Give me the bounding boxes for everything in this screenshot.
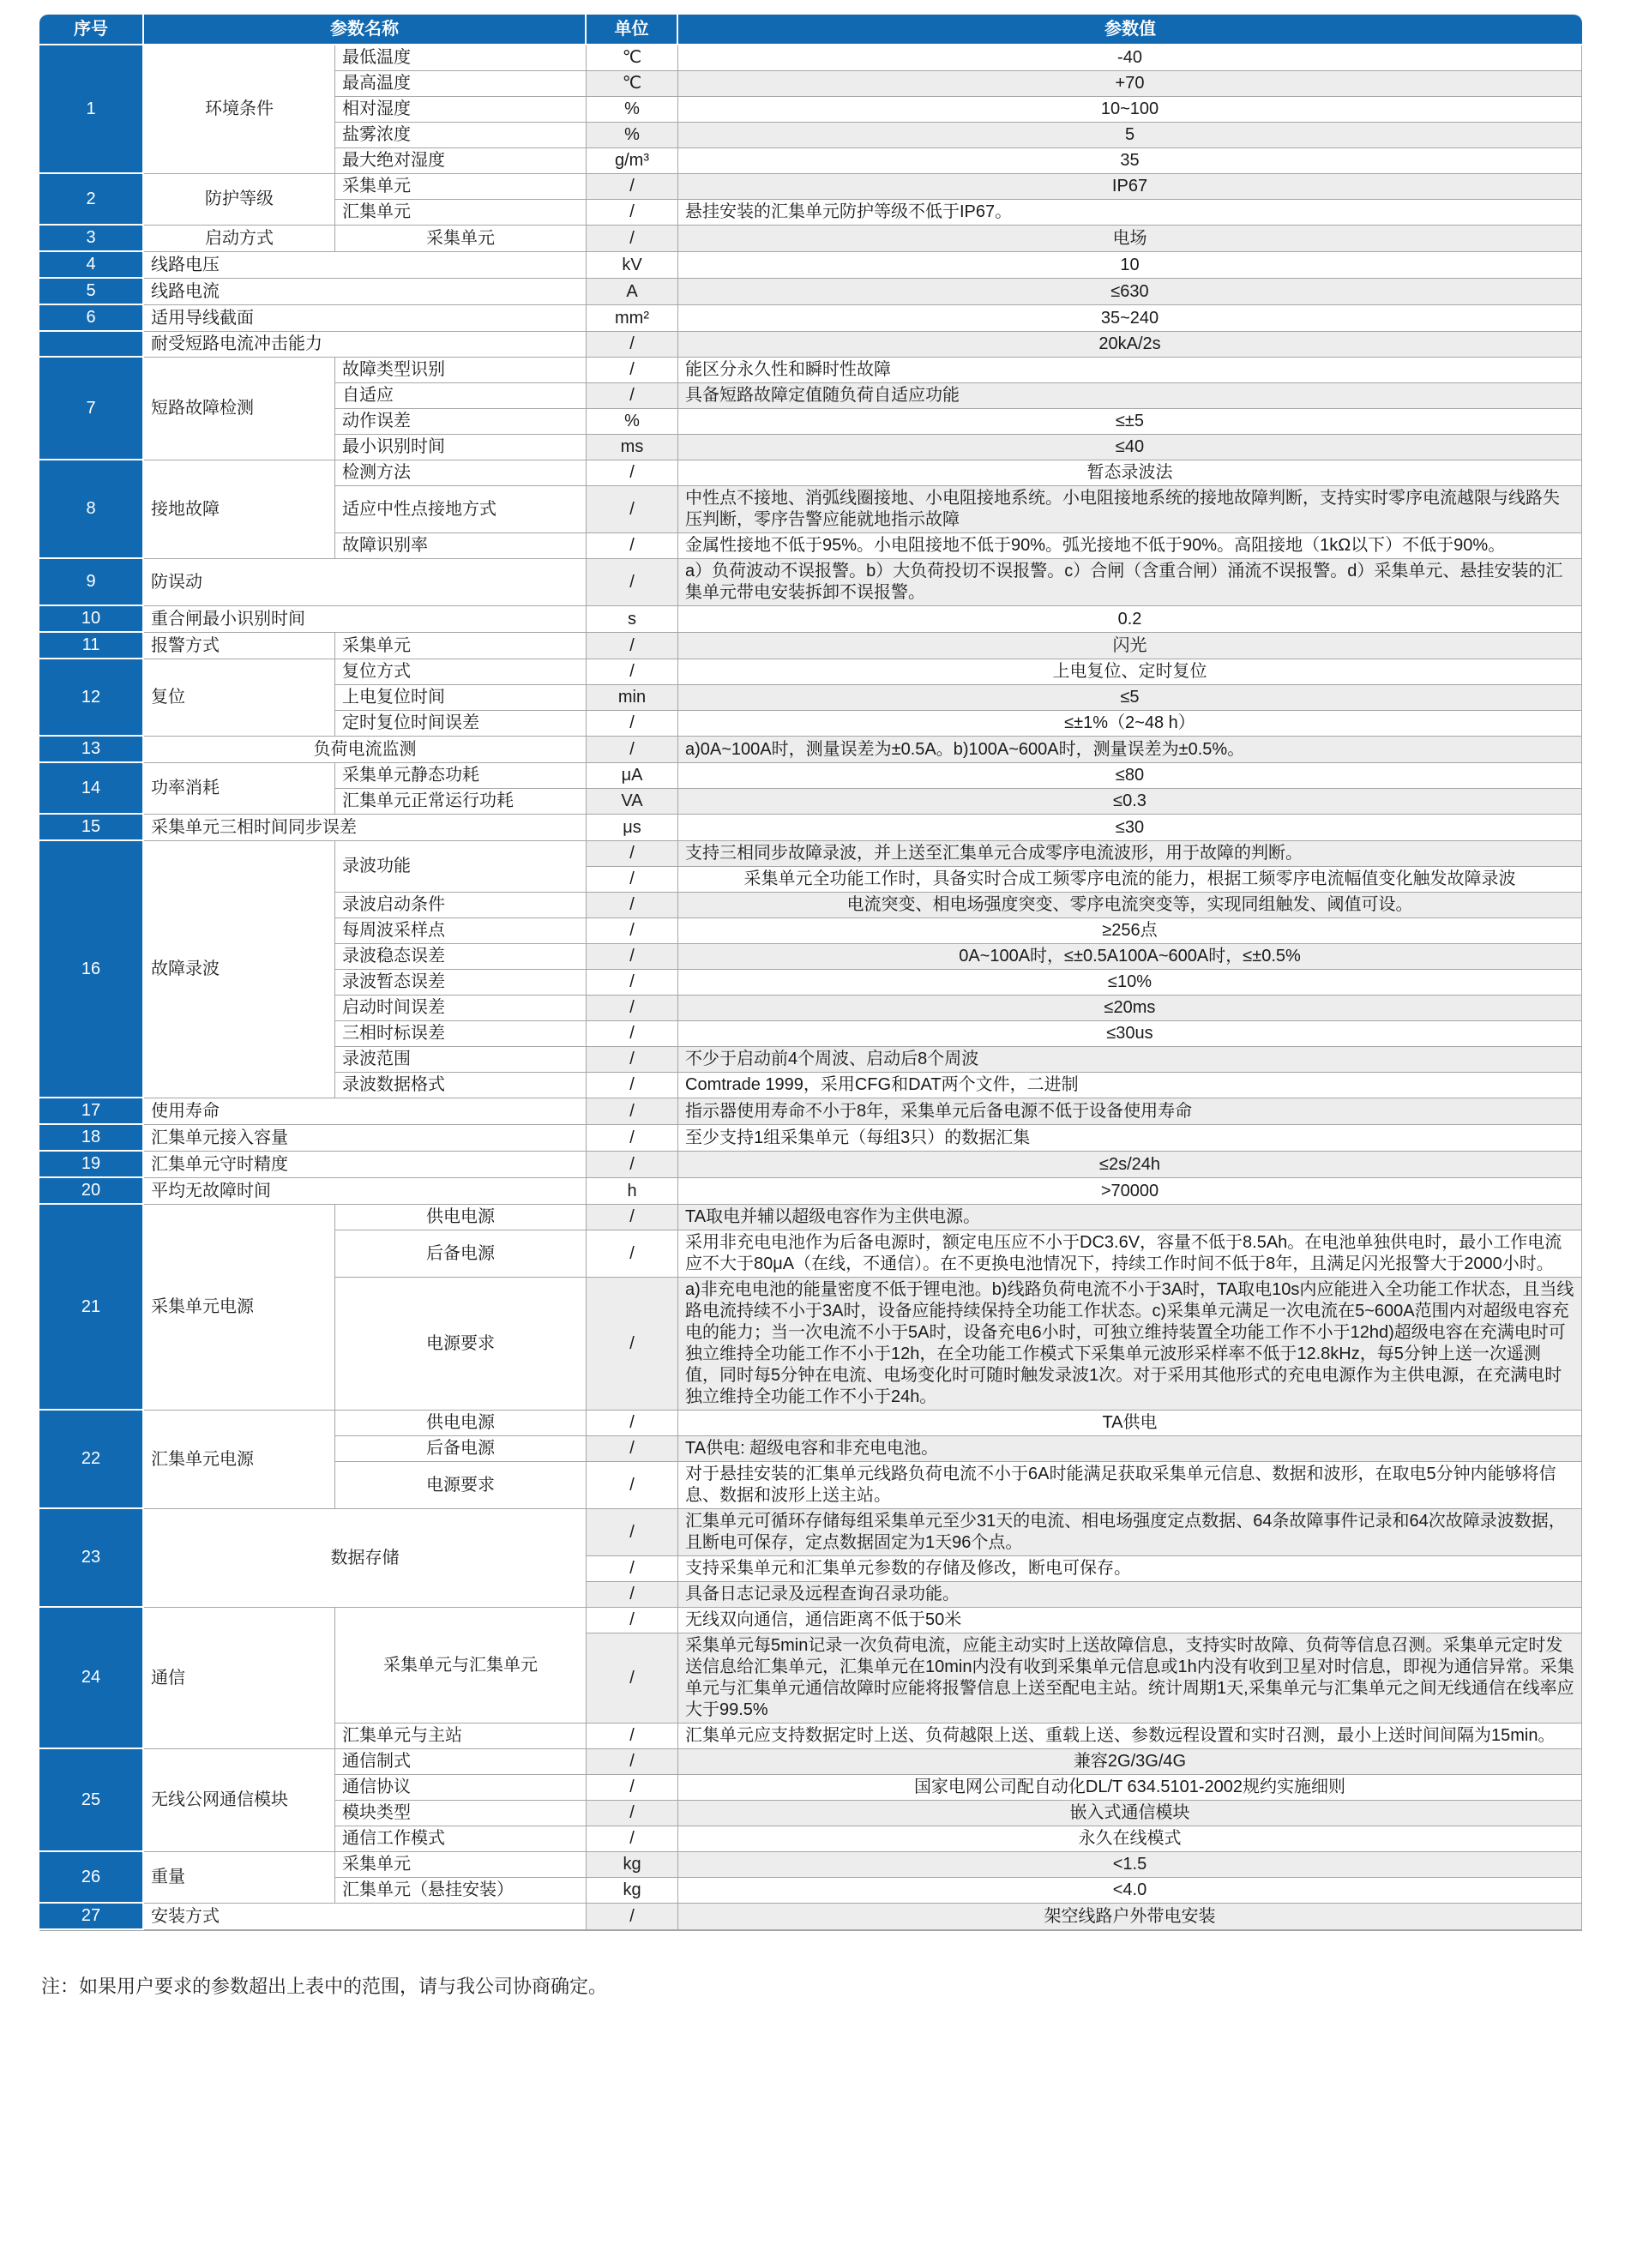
- unit-cell: /: [587, 200, 678, 226]
- table-row: [39, 1852, 1582, 1878]
- param-sub-cell: 后备电源: [335, 1436, 587, 1462]
- value-cell: 中性点不接地、消弧线圈接地、小电阻接地系统。小电阻接地系统的接地故障判断，支持实时零序电流越限与线路失压判断，零序告警应能就地指示故障: [678, 486, 1582, 533]
- param-sub-cell: 动作误差: [335, 409, 587, 435]
- unit-cell: /: [587, 1724, 678, 1749]
- value-cell: ≤40: [678, 435, 1582, 460]
- unit-cell: /: [587, 711, 678, 737]
- header-param-name: 参数名称: [144, 15, 587, 45]
- row-serial-cell: 26: [39, 1852, 144, 1904]
- value-cell: 35~240: [678, 305, 1582, 332]
- value-cell: <4.0: [678, 1878, 1582, 1904]
- value-cell: a)0A~100A时，测量误差为±0.5A。b)100A~600A时，测量误差为±0.5%。: [678, 737, 1582, 763]
- unit-cell: VA: [587, 789, 678, 815]
- row-serial-cell: 18: [39, 1125, 144, 1152]
- table-row: [39, 1509, 1582, 1556]
- value-cell: 嵌入式通信模块: [678, 1801, 1582, 1826]
- param-sub-cell: 最低温度: [335, 45, 587, 71]
- value-cell: 至少支持1组采集单元（每组3只）的数据汇集: [678, 1125, 1582, 1152]
- value-cell: 具备日志记录及远程查询召录功能。: [678, 1582, 1582, 1608]
- value-cell: 国家电网公司配自动化DL/T 634.5101-2002规约实施细则: [678, 1775, 1582, 1801]
- value-cell: 兼容2G/3G/4G: [678, 1749, 1582, 1775]
- row-serial-cell: 22: [39, 1411, 144, 1509]
- table-row: [39, 815, 1582, 841]
- row-serial-cell: 15: [39, 815, 144, 841]
- value-cell: 支持三相同步故障录波，并上送至汇集单元合成零序电流波形，用于故障的判断。: [678, 841, 1582, 867]
- param-sub-cell: 每周波采样点: [335, 918, 587, 944]
- value-cell: 采集单元每5min记录一次负荷电流，应能主动实时上送故障信息，支持实时故障、负荷等信息召测。采集单元定时发送信息给汇集单元，汇集单元在10min内没有收到采集单元信息或1h内没有收到卫星对时信息，即视为通信异常。采集单元与汇集单元通信故障时应能将报警信息上送至配电主站。统计周期1天,采集单元与汇集单元之间无线通信在线率应大于99.5%: [678, 1633, 1582, 1724]
- unit-cell: /: [587, 358, 678, 383]
- unit-cell: /: [587, 1047, 678, 1073]
- param-sub-cell: 录波功能: [335, 841, 587, 893]
- table-row: [39, 45, 1582, 71]
- param-sub-cell: 汇集单元与主站: [335, 1724, 587, 1749]
- param-group-cell: 故障录波: [144, 841, 335, 1098]
- param-sub-cell: 故障识别率: [335, 533, 587, 559]
- unit-cell: /: [587, 1608, 678, 1633]
- row-serial-cell: 6: [39, 305, 144, 332]
- param-group-cell: 环境条件: [144, 45, 335, 174]
- value-cell: 0.2: [678, 606, 1582, 633]
- value-cell: ≤2s/24h: [678, 1152, 1582, 1178]
- param-sub-cell: 适应中性点接地方式: [335, 486, 587, 533]
- value-cell: ≤30us: [678, 1021, 1582, 1047]
- unit-cell: /: [587, 1633, 678, 1724]
- value-cell: ≤5: [678, 685, 1582, 711]
- row-serial-cell: 13: [39, 737, 144, 763]
- param-group-cell: 接地故障: [144, 460, 335, 559]
- unit-cell: /: [587, 1556, 678, 1582]
- table-row: [39, 841, 1582, 867]
- param-sub-cell: 最大绝对湿度: [335, 148, 587, 174]
- table-row: [39, 1178, 1582, 1205]
- param-sub-cell: 录波暂态误差: [335, 970, 587, 996]
- table-row: [39, 559, 1582, 606]
- value-cell: >70000: [678, 1178, 1582, 1205]
- value-cell: 能区分永久性和瞬时性故障: [678, 358, 1582, 383]
- value-cell: 10: [678, 252, 1582, 279]
- value-cell: 采集单元全功能工作时，具备实时合成工频零序电流的能力，根据工频零序电流幅值变化触发故障录波: [678, 867, 1582, 893]
- unit-cell: /: [587, 1098, 678, 1125]
- header-serial: 序号: [39, 15, 144, 45]
- unit-cell: ℃: [587, 45, 678, 71]
- value-cell: 闪光: [678, 633, 1582, 659]
- table-row: [39, 252, 1582, 279]
- unit-cell: /: [587, 226, 678, 252]
- param-sub-cell: 最小识别时间: [335, 435, 587, 460]
- value-cell: 汇集单元应支持数据定时上送、负荷越限上送、重载上送、参数远程设置和实时召测，最小上送时间间隔为15min。: [678, 1724, 1582, 1749]
- unit-cell: %: [587, 409, 678, 435]
- unit-cell: /: [587, 918, 678, 944]
- param-group-cell: 启动方式: [144, 226, 335, 252]
- row-serial-cell: 2: [39, 174, 144, 226]
- unit-cell: /: [587, 1411, 678, 1436]
- table-row: [39, 606, 1582, 633]
- header-unit: 单位: [587, 15, 678, 45]
- param-group-cell: 重合闸最小识别时间: [144, 606, 587, 633]
- table-row: [39, 1749, 1582, 1775]
- value-cell: 上电复位、定时复位: [678, 659, 1582, 685]
- param-sub-cell: 汇集单元正常运行功耗: [335, 789, 587, 815]
- unit-cell: μA: [587, 763, 678, 789]
- param-group-cell: 数据存储: [144, 1509, 587, 1608]
- param-sub-cell: 电源要求: [335, 1278, 587, 1411]
- unit-cell: /: [587, 1230, 678, 1278]
- param-group-cell: 线路电流: [144, 279, 587, 305]
- unit-cell: %: [587, 123, 678, 148]
- param-sub-cell: 录波数据格式: [335, 1073, 587, 1098]
- row-serial-cell: 7: [39, 358, 144, 460]
- value-cell: 35: [678, 148, 1582, 174]
- value-cell: TA供电: [678, 1411, 1582, 1436]
- table-row: [39, 1608, 1582, 1633]
- param-group-cell: 耐受短路电流冲击能力: [144, 332, 587, 358]
- param-group-cell: 安装方式: [144, 1904, 587, 1930]
- table-row: [39, 460, 1582, 486]
- table-header: [39, 15, 1582, 45]
- unit-cell: /: [587, 1749, 678, 1775]
- row-serial-cell: 24: [39, 1608, 144, 1749]
- table-row: [39, 358, 1582, 383]
- value-cell: 20kA/2s: [678, 332, 1582, 358]
- value-cell: 具备短路故障定值随负荷自适应功能: [678, 383, 1582, 409]
- param-sub-cell: 自适应: [335, 383, 587, 409]
- unit-cell: /: [587, 867, 678, 893]
- unit-cell: /: [587, 1436, 678, 1462]
- value-cell: 采用非充电电池作为后备电源时，额定电压应不小于DC3.6V，容量不低于8.5Ah。在电池单独供电时，最小工作电流应不大于80μA（在线，不通信）。在不更换电池情况下，持续工作时间不低于8年，且满足闪光报警大于2000小时。: [678, 1230, 1582, 1278]
- param-sub-cell: 后备电源: [335, 1230, 587, 1278]
- row-serial-cell: 11: [39, 633, 144, 659]
- param-sub-cell: 录波稳态误差: [335, 944, 587, 970]
- param-group-cell: 无线公网通信模块: [144, 1749, 335, 1852]
- unit-cell: /: [587, 332, 678, 358]
- unit-cell: /: [587, 460, 678, 486]
- param-sub-cell: 盐雾浓度: [335, 123, 587, 148]
- value-cell: ≤80: [678, 763, 1582, 789]
- value-cell: a）负荷波动不误报警。b）大负荷投切不误报警。c）合闸（含重合闸）涌流不误报警。d）采集单元、悬挂安装的汇集单元带电安装拆卸不误报警。: [678, 559, 1582, 606]
- value-cell: a)非充电电池的能量密度不低于锂电池。b)线路负荷电流不小于3A时，TA取电10s内应能进入全功能工作状态，且当线路电流持续不小于3A时，设备应能持续保持全功能工作状态。c)采集单元满足一次电流在5~600A范围内对超级电容充电的能力；当一次电流不小于5A时，设备充电6小时，可独立维持装置全功能工作不小于12hd)超级电容在充满电时可独立维持全功能工作不小于12h，在全功能工作模式下采集单元波形采样率不低于12.8kHz，每5分钟上送一次遥测值，同时每5分钟在电流、电场变化时可随时触发录波1次。对于采用其他形式的充电电源作为主供电源，在充满电时独立维持全功能工作不小于24h。: [678, 1278, 1582, 1411]
- value-cell: 电流突变、相电场强度突变、零序电流突变等，实现同组触发、阈值可设。: [678, 893, 1582, 918]
- value-cell: 指示器使用寿命不小于8年，采集单元后备电源不低于设备使用寿命: [678, 1098, 1582, 1125]
- param-sub-cell: 最高温度: [335, 71, 587, 97]
- unit-cell: /: [587, 1021, 678, 1047]
- unit-cell: %: [587, 97, 678, 123]
- table-row: [39, 1098, 1582, 1125]
- param-sub-cell: 复位方式: [335, 659, 587, 685]
- table-row: [39, 763, 1582, 789]
- table-row: [39, 1152, 1582, 1178]
- unit-cell: /: [587, 1205, 678, 1230]
- unit-cell: kV: [587, 252, 678, 279]
- param-group-cell: 使用寿命: [144, 1098, 587, 1125]
- param-group-cell: 重量: [144, 1852, 335, 1904]
- param-sub-cell: 相对湿度: [335, 97, 587, 123]
- unit-cell: /: [587, 1278, 678, 1411]
- row-serial-cell: 27: [39, 1904, 144, 1930]
- value-cell: ≥256点: [678, 918, 1582, 944]
- param-sub-cell: 上电复位时间: [335, 685, 587, 711]
- value-cell: 5: [678, 123, 1582, 148]
- value-cell: 10~100: [678, 97, 1582, 123]
- value-cell: IP67: [678, 174, 1582, 200]
- row-serial-cell: 17: [39, 1098, 144, 1125]
- row-serial-cell: 21: [39, 1205, 144, 1411]
- param-sub-cell: 通信工作模式: [335, 1826, 587, 1852]
- unit-cell: mm²: [587, 305, 678, 332]
- row-serial-cell: 12: [39, 659, 144, 737]
- unit-cell: ℃: [587, 71, 678, 97]
- value-cell: TA供电: 超级电容和非充电电池。: [678, 1436, 1582, 1462]
- param-group-cell: 汇集单元守时精度: [144, 1152, 587, 1178]
- param-group-cell: 适用导线截面: [144, 305, 587, 332]
- param-group-cell: 通信: [144, 1608, 335, 1749]
- param-sub-cell: 检测方法: [335, 460, 587, 486]
- unit-cell: /: [587, 659, 678, 685]
- unit-cell: /: [587, 1582, 678, 1608]
- param-group-cell: 防护等级: [144, 174, 335, 226]
- table-row: [39, 659, 1582, 685]
- param-sub-cell: 采集单元: [335, 633, 587, 659]
- param-group-cell: 防误动: [144, 559, 587, 606]
- value-cell: ≤±5: [678, 409, 1582, 435]
- param-sub-cell: 电源要求: [335, 1462, 587, 1509]
- param-sub-cell: 供电电源: [335, 1411, 587, 1436]
- value-cell: ≤630: [678, 279, 1582, 305]
- param-sub-cell: 故障类型识别: [335, 358, 587, 383]
- value-cell: ≤0.3: [678, 789, 1582, 815]
- value-cell: 0A~100A时，≤±0.5A100A~600A时，≤±0.5%: [678, 944, 1582, 970]
- unit-cell: /: [587, 1125, 678, 1152]
- value-cell: <1.5: [678, 1852, 1582, 1878]
- unit-cell: /: [587, 737, 678, 763]
- param-sub-cell: 汇集单元（悬挂安装）: [335, 1878, 587, 1904]
- value-cell: ≤10%: [678, 970, 1582, 996]
- unit-cell: /: [587, 996, 678, 1021]
- row-serial-cell: 4: [39, 252, 144, 279]
- value-cell: 对于悬挂安装的汇集单元线路负荷电流不小于6A时能满足获取采集单元信息、数据和波形，在取电5分钟内能够将信息、数据和波形上送主站。: [678, 1462, 1582, 1509]
- param-group-cell: 汇集单元接入容量: [144, 1125, 587, 1152]
- unit-cell: kg: [587, 1878, 678, 1904]
- value-cell: 无线双向通信，通信距离不低于50米: [678, 1608, 1582, 1633]
- table-row: [39, 1125, 1582, 1152]
- unit-cell: /: [587, 533, 678, 559]
- row-serial-cell: 10: [39, 606, 144, 633]
- table-row: [39, 174, 1582, 200]
- value-cell: Comtrade 1999，采用CFG和DAT两个文件，二进制: [678, 1073, 1582, 1098]
- table-row: [39, 737, 1582, 763]
- unit-cell: kg: [587, 1852, 678, 1878]
- value-cell: 悬挂安装的汇集单元防护等级不低于IP67。: [678, 200, 1582, 226]
- unit-cell: h: [587, 1178, 678, 1205]
- param-group-cell: 线路电压: [144, 252, 587, 279]
- value-cell: 支持采集单元和汇集单元参数的存储及修改，断电可保存。: [678, 1556, 1582, 1582]
- table-row: [39, 1411, 1582, 1436]
- table-body: [39, 45, 1582, 1930]
- unit-cell: /: [587, 559, 678, 606]
- unit-cell: g/m³: [587, 148, 678, 174]
- param-group-cell: 汇集单元电源: [144, 1411, 335, 1509]
- row-serial-cell: 25: [39, 1749, 144, 1852]
- unit-cell: min: [587, 685, 678, 711]
- unit-cell: /: [587, 970, 678, 996]
- row-serial-cell: 5: [39, 279, 144, 305]
- param-sub-cell: 采集单元与汇集单元: [335, 1608, 587, 1724]
- unit-cell: μs: [587, 815, 678, 841]
- param-group-cell: 功率消耗: [144, 763, 335, 815]
- footnote: 注：如果用户要求的参数超出上表中的范围，请与我公司协商确定。: [41, 1976, 608, 1997]
- row-serial-cell: 9: [39, 559, 144, 606]
- table-row: [39, 226, 1582, 252]
- param-sub-cell: 汇集单元: [335, 200, 587, 226]
- param-group-cell: 复位: [144, 659, 335, 737]
- row-serial-cell: 16: [39, 841, 144, 1098]
- unit-cell: /: [587, 1462, 678, 1509]
- param-sub-cell: 模块类型: [335, 1801, 587, 1826]
- row-serial-cell: 19: [39, 1152, 144, 1178]
- unit-cell: /: [587, 1801, 678, 1826]
- unit-cell: /: [587, 944, 678, 970]
- value-cell: 电场: [678, 226, 1582, 252]
- spec-table: [39, 15, 1582, 1931]
- row-serial-cell: 1: [39, 45, 144, 174]
- row-serial-cell: 20: [39, 1178, 144, 1205]
- value-cell: 汇集单元可循环存储每组采集单元至少31天的电流、相电场强度定点数据、64条故障事件记录和64次故障录波数据，且断电可保存，定点数据固定为1天96个点。: [678, 1509, 1582, 1556]
- unit-cell: /: [587, 1509, 678, 1556]
- value-cell: ≤±1%（2~48 h）: [678, 711, 1582, 737]
- unit-cell: /: [587, 633, 678, 659]
- param-group-cell: 短路故障检测: [144, 358, 335, 460]
- value-cell: +70: [678, 71, 1582, 97]
- unit-cell: /: [587, 893, 678, 918]
- unit-cell: /: [587, 1826, 678, 1852]
- table-row: [39, 1904, 1582, 1930]
- param-sub-cell: 录波范围: [335, 1047, 587, 1073]
- param-sub-cell: 采集单元: [335, 174, 587, 200]
- value-cell: ≤20ms: [678, 996, 1582, 1021]
- row-serial-cell: 8: [39, 460, 144, 559]
- unit-cell: /: [587, 174, 678, 200]
- param-sub-cell: 供电电源: [335, 1205, 587, 1230]
- unit-cell: /: [587, 1904, 678, 1930]
- value-cell: ≤30: [678, 815, 1582, 841]
- value-cell: 金属性接地不低于95%。小电阻接地不低于90%。弧光接地不低于90%。高阻接地（1kΩ以下）不低于90%。: [678, 533, 1582, 559]
- param-sub-cell: 三相时标误差: [335, 1021, 587, 1047]
- value-cell: 永久在线模式: [678, 1826, 1582, 1852]
- unit-cell: s: [587, 606, 678, 633]
- table-row: [39, 305, 1582, 332]
- unit-cell: /: [587, 1073, 678, 1098]
- row-serial-cell: 14: [39, 763, 144, 815]
- unit-cell: /: [587, 1775, 678, 1801]
- param-group-cell: 平均无故障时间: [144, 1178, 587, 1205]
- param-group-cell: 采集单元电源: [144, 1205, 335, 1411]
- param-group-cell: 采集单元三相时间同步误差: [144, 815, 587, 841]
- table-row: [39, 1205, 1582, 1230]
- param-group-cell: 负荷电流监测: [144, 737, 587, 763]
- table-row: [39, 633, 1582, 659]
- header-row: [39, 15, 1582, 45]
- param-sub-cell: 采集单元静态功耗: [335, 763, 587, 789]
- unit-cell: /: [587, 1152, 678, 1178]
- unit-cell: A: [587, 279, 678, 305]
- row-serial-cell: 3: [39, 226, 144, 252]
- value-cell: 不少于启动前4个周波、启动后8个周波: [678, 1047, 1582, 1073]
- param-sub-cell: 采集单元: [335, 1852, 587, 1878]
- table-row: [39, 332, 1582, 358]
- value-cell: TA取电并辅以超级电容作为主供电源。: [678, 1205, 1582, 1230]
- header-param-value: 参数值: [678, 15, 1582, 45]
- value-cell: 暂态录波法: [678, 460, 1582, 486]
- value-cell: 架空线路户外带电安装: [678, 1904, 1582, 1930]
- param-sub-cell: 通信协议: [335, 1775, 587, 1801]
- param-sub-cell: 通信制式: [335, 1749, 587, 1775]
- param-group-cell: 报警方式: [144, 633, 335, 659]
- table-row: [39, 279, 1582, 305]
- row-serial-cell: [39, 332, 144, 358]
- unit-cell: /: [587, 841, 678, 867]
- param-sub-cell: 启动时间误差: [335, 996, 587, 1021]
- row-serial-cell: 23: [39, 1509, 144, 1608]
- param-sub-cell: 录波启动条件: [335, 893, 587, 918]
- unit-cell: /: [587, 383, 678, 409]
- param-sub-cell: 定时复位时间误差: [335, 711, 587, 737]
- param-sub-cell: 采集单元: [335, 226, 587, 252]
- value-cell: -40: [678, 45, 1582, 71]
- unit-cell: /: [587, 486, 678, 533]
- unit-cell: ms: [587, 435, 678, 460]
